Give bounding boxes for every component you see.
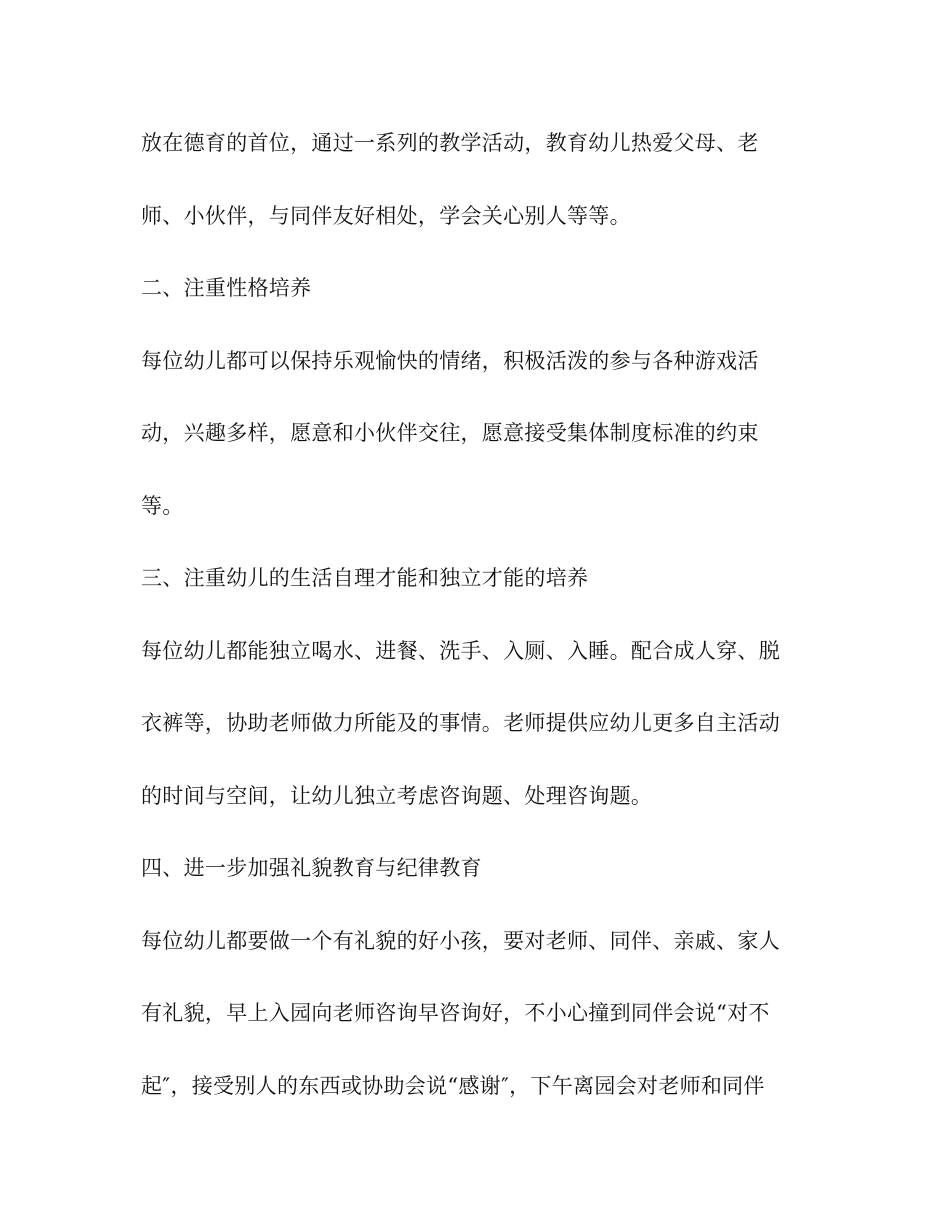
paragraph-line: 每位幼儿都要做一个有礼貌的好小孩，要对老师、同伴、亲戚、家人 (141, 929, 780, 953)
paragraph-line: 衣裤等，协助老师做力所能及的事情。老师提供应幼儿更多自主活动 (141, 711, 780, 735)
paragraph-line: 动，兴趣多样，愿意和小伙伴交往，愿意接受集体制度标准的约束 (141, 421, 759, 445)
paragraph-line: 放在德育的首位，通过一系列的教学活动，教育幼儿热爱父母、老 (141, 131, 759, 155)
paragraph-line: 的时间与空间，让幼儿独立考虑咨询题、处理咨询题。 (141, 784, 653, 808)
section-heading: 四、进一步加强礼貌教育与纪律教育 (141, 856, 482, 880)
paragraph-line: 每位幼儿都可以保持乐观愉快的情绪，积极活泼的参与各种游戏活 (141, 349, 759, 373)
section-heading: 三、注重幼儿的生活自理才能和独立才能的培养 (141, 566, 589, 590)
paragraph-line: 有礼貌，早上入园向老师咨询早咨询好，不小心撞到同伴会说“对不 (141, 1001, 770, 1025)
paragraph-line: 等。 (141, 494, 184, 518)
paragraph-line: 师、小伙伴，与同伴友好相处，学会关心别人等等。 (141, 204, 631, 228)
paragraph-line: 起″，接受别人的东西或协助会说“感谢″，下午离园会对老师和同伴 (141, 1074, 765, 1098)
section-heading: 二、注重性格培养 (141, 276, 312, 300)
paragraph-line: 每位幼儿都能独立喝水、进餐、洗手、入厕、入睡。配合成人穿、脱 (141, 639, 780, 663)
